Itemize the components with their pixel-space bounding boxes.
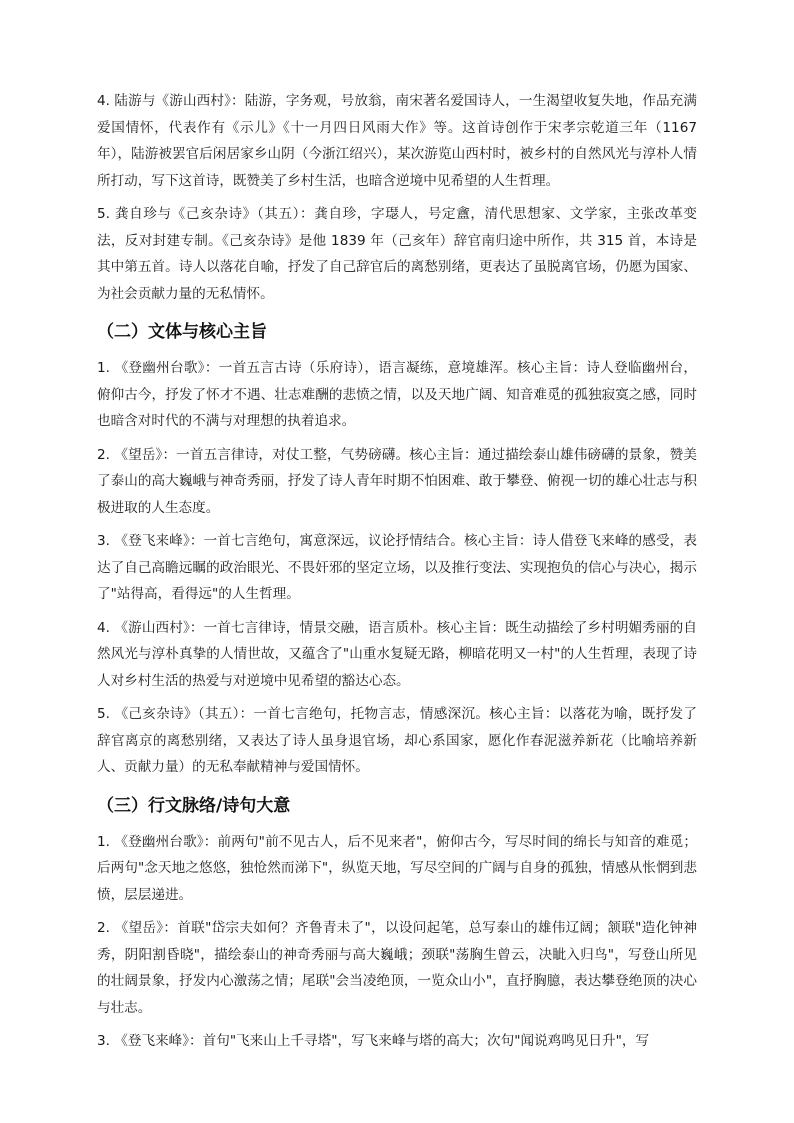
paragraph-theme-deng-youzhou-tai-ge: 1. 《登幽州台歌》：一首五言古诗（乐府诗），语言凝练，意境雄浑。核心主旨：诗人登临幽州台，俯仰古今，抒发了怀才不遇、壮志难酬的悲愤之情，以及天地广阔、知音难觅的孤独寂寞之感，同时也暗含对时代的不满与对理想的执着追求。 — [97, 360, 697, 429]
paragraph-theme-you-shanxi-cun: 4. 《游山西村》：一首七言律诗，情景交融，语言质朴。核心主旨：既生动描绘了乡村明媚秀丽的自然风光与淳朴真挚的人情世故，又蕴含了"山重水复疑无路，柳暗花明又一村"的人生哲理，表现了诗人对乡村生活的热爱与对逆境中见希望的豁达心态。 — [97, 619, 697, 689]
paragraph-structure-deng-feilai-feng: 3. 《登飞来峰》：首句"飞来山上千寻塔"，写飞来峰与塔的高大；次句"闻说鸡鸣见日升"，写 — [97, 1033, 650, 1049]
paragraph-gong-zizhen: 5. 龚自珍与《己亥杂诗》（其五）：龚自珍，字璱人，号定盦，清代思想家、文学家，主张改革变法，反对封建专制。《己亥杂诗》是他 1839 年（己亥年）辞官南归途中所作，共 315 首，本诗是其中第五首。诗人以落花自喻，抒发了自己辞官后的离愁别绪，更表达了虽脱离官场，仍愿为国家、为社会贡献力量的无私情怀。 — [97, 206, 697, 302]
paragraph-theme-deng-feilai-feng: 3. 《登飞来峰》：一首七言绝句，寓意深远，议论抒情结合。核心主旨：诗人借登飞来峰的感受，表达了自己高瞻远瞩的政治眼光、不畏奸邪的坚定立场，以及推行变法、实现抱负的信心与决心，揭示了"站得高，看得远"的人生哲理。 — [97, 533, 697, 602]
document-body — [97, 88, 697, 1062]
paragraph-structure-wang-yue: 2. 《望岳》：首联"岱宗夫如何？齐鲁青未了"，以设问起笔，总写泰山的雄伟辽阔；颔联"造化钟神秀，阴阳割昏晓"，描绘泰山的神奇秀丽与高大巍峨；颈联"荡胸生曾云，决眦入归鸟"，写登山所见的壮阔景象，抒发内心激荡之情；尾联"会当凌绝顶，一览众山小"，直抒胸臆，表达攀登绝顶的决心与壮志。 — [97, 920, 697, 1016]
paragraph-theme-jihai-zashi: 5. 《己亥杂诗》（其五）：一首七言绝句，托物言志，情感深沉。核心主旨：以落花为喻，既抒发了辞官离京的离愁别绪，又表达了诗人虽身退官场，却心系国家，愿化作春泥滋养新花（比喻培养新人、贡献力量）的无私奉献精神与爱国情怀。 — [97, 706, 697, 775]
paragraph-structure-deng-youzhou-tai-ge: 1. 《登幽州台歌》：前两句"前不见古人，后不见来者"，俯仰古今，写尽时间的绵长与知音的难觅；后两句"念天地之悠悠，独怆然而涕下"，纵览天地，写尽空间的广阔与自身的孤独，情感从怅惘到悲愤，层层递进。 — [97, 833, 697, 903]
section-heading-structure-meaning: （三）行文脉络/诗句大意 — [97, 795, 291, 816]
section-heading-genre-theme: （二）文体与核心主旨 — [97, 322, 267, 342]
paragraph-lu-you: 4. 陆游与《游山西村》：陆游，字务观，号放翁，南宋著名爱国诗人，一生渴望收复失地，作品充满爱国情怀，代表作有《示儿》《十一月四日风雨大作》等。这首诗创作于宋孝宗乾道三年（1167 年），陆游被罢官后闲居家乡山阴（今浙江绍兴），某次游览山西村时，被乡村的自然风光与淳朴人情所打动，写下这首诗，既赞美了乡村生活，也暗含逆境中见希望的人生哲理。 — [97, 93, 697, 189]
paragraph-theme-wang-yue: 2. 《望岳》：一首五言律诗，对仗工整，气势磅礴。核心主旨：通过描绘泰山雄伟磅礴的景象，赞美了泰山的高大巍峨与神奇秀丽，抒发了诗人青年时期不怕困难、敢于攀登、俯视一切的雄心壮志与积极进取的人生态度。 — [97, 446, 697, 516]
